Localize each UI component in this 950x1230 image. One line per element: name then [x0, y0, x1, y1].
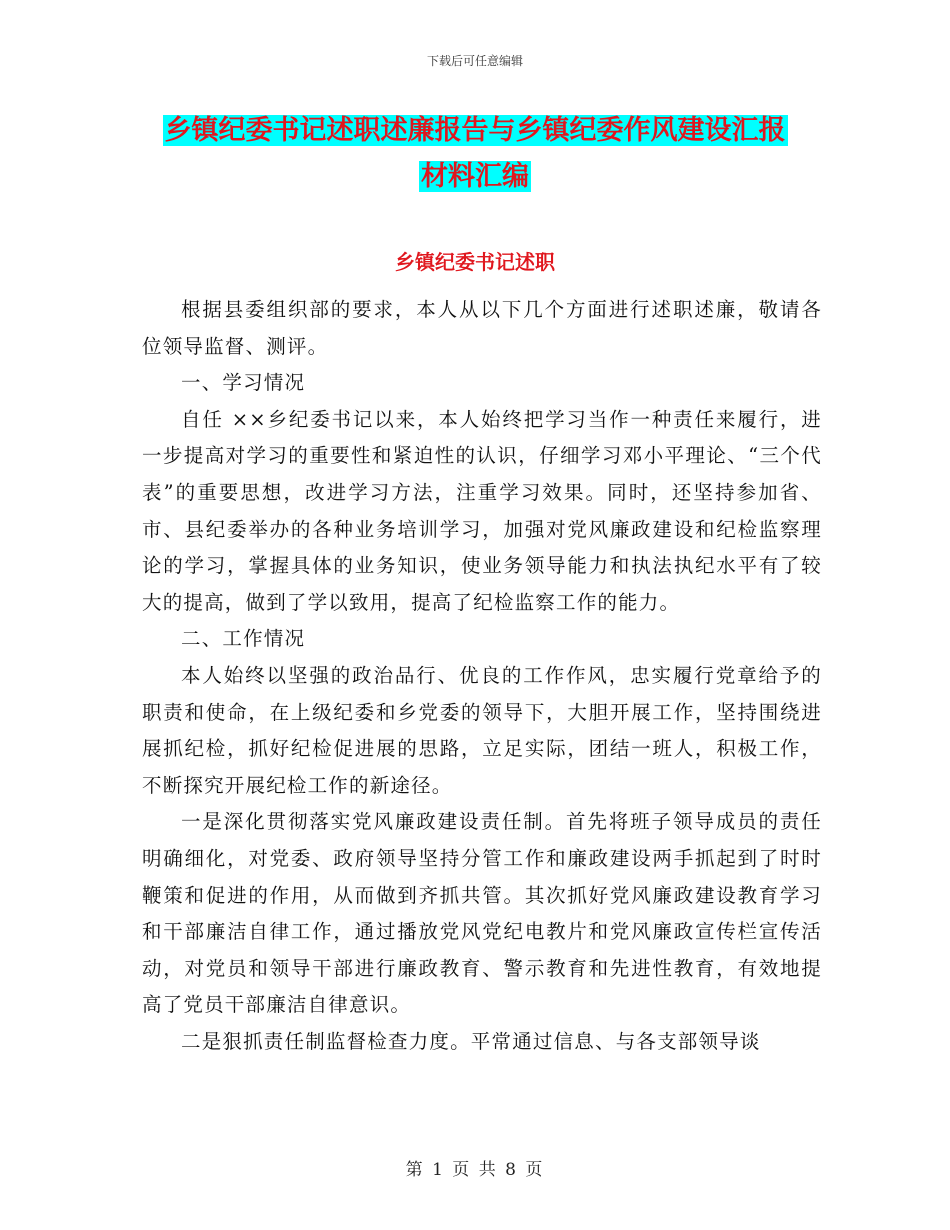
document-title-line-1: 乡镇纪委书记述职述廉报告与乡镇纪委作风建设汇报 [164, 115, 786, 146]
paragraph-intro: 根据县委组织部的要求，本人从以下几个方面进行述职述廉，敬请各位领导监督、测评。 [142, 298, 822, 358]
heading-study: 一、学习情况 [181, 371, 306, 395]
page-number: 第 1 页 共 8 页 [405, 1160, 545, 1180]
paragraph-study: 自任 ××乡纪委书记以来，本人始终把学习当作一种责任来履行，进一步提高对学习的重要性和紧迫性的认识，仔细学习邓小平理论、“三个代表”的重要思想，改进学习方法，注重学习效果。同时，还坚持参加省、市、县纪委举办的各种业务培训学习，加强对党风廉政建设和纪检监察理论的学习，掌握具体的业务知识，使业务领导能力和执法执纪水平有了较大的提高，做到了学以致用，提高了纪检监察工作的能力。 [142, 407, 822, 614]
header-note: 下载后可任意编辑 [426, 54, 523, 68]
document-title-line-2: 材料汇编 [421, 161, 529, 192]
paragraph-work: 本人始终以坚强的政治品行、优良的工作作风，忠实履行党章给予的职责和使命，在上级纪委和乡党委的领导下，大胆开展工作，坚持围绕进展抓纪检，抓好纪检促进展的思路，立足实际，团结一班人，积极工作，不断探究开展纪检工作的新途径。 [142, 663, 822, 797]
paragraph-supervision: 二是狠抓责任制监督检查力度。平常通过信息、与各支部领导谈 [181, 1029, 761, 1053]
paragraph-responsibility: 一是深化贯彻落实党风廉政建设责任制。首先将班子领导成员的责任明确细化，对党委、政府领导坚持分管工作和廉政建设两手抓起到了时时鞭策和促进的作用，从而做到齐抓共管。其次抓好党风廉政建设教育学习和干部廉洁自律工作，通过播放党风党纪电教片和党风廉政宣传栏宣传活动，对党员和领导干部进行廉政教育、警示教育和先进性教育，有效地提高了党员干部廉洁自律意识。 [142, 810, 822, 1017]
body-text [142, 292, 822, 1060]
document-title [0, 108, 950, 200]
section-title: 乡镇纪委书记述职 [395, 250, 555, 274]
heading-work: 二、工作情况 [181, 627, 306, 651]
